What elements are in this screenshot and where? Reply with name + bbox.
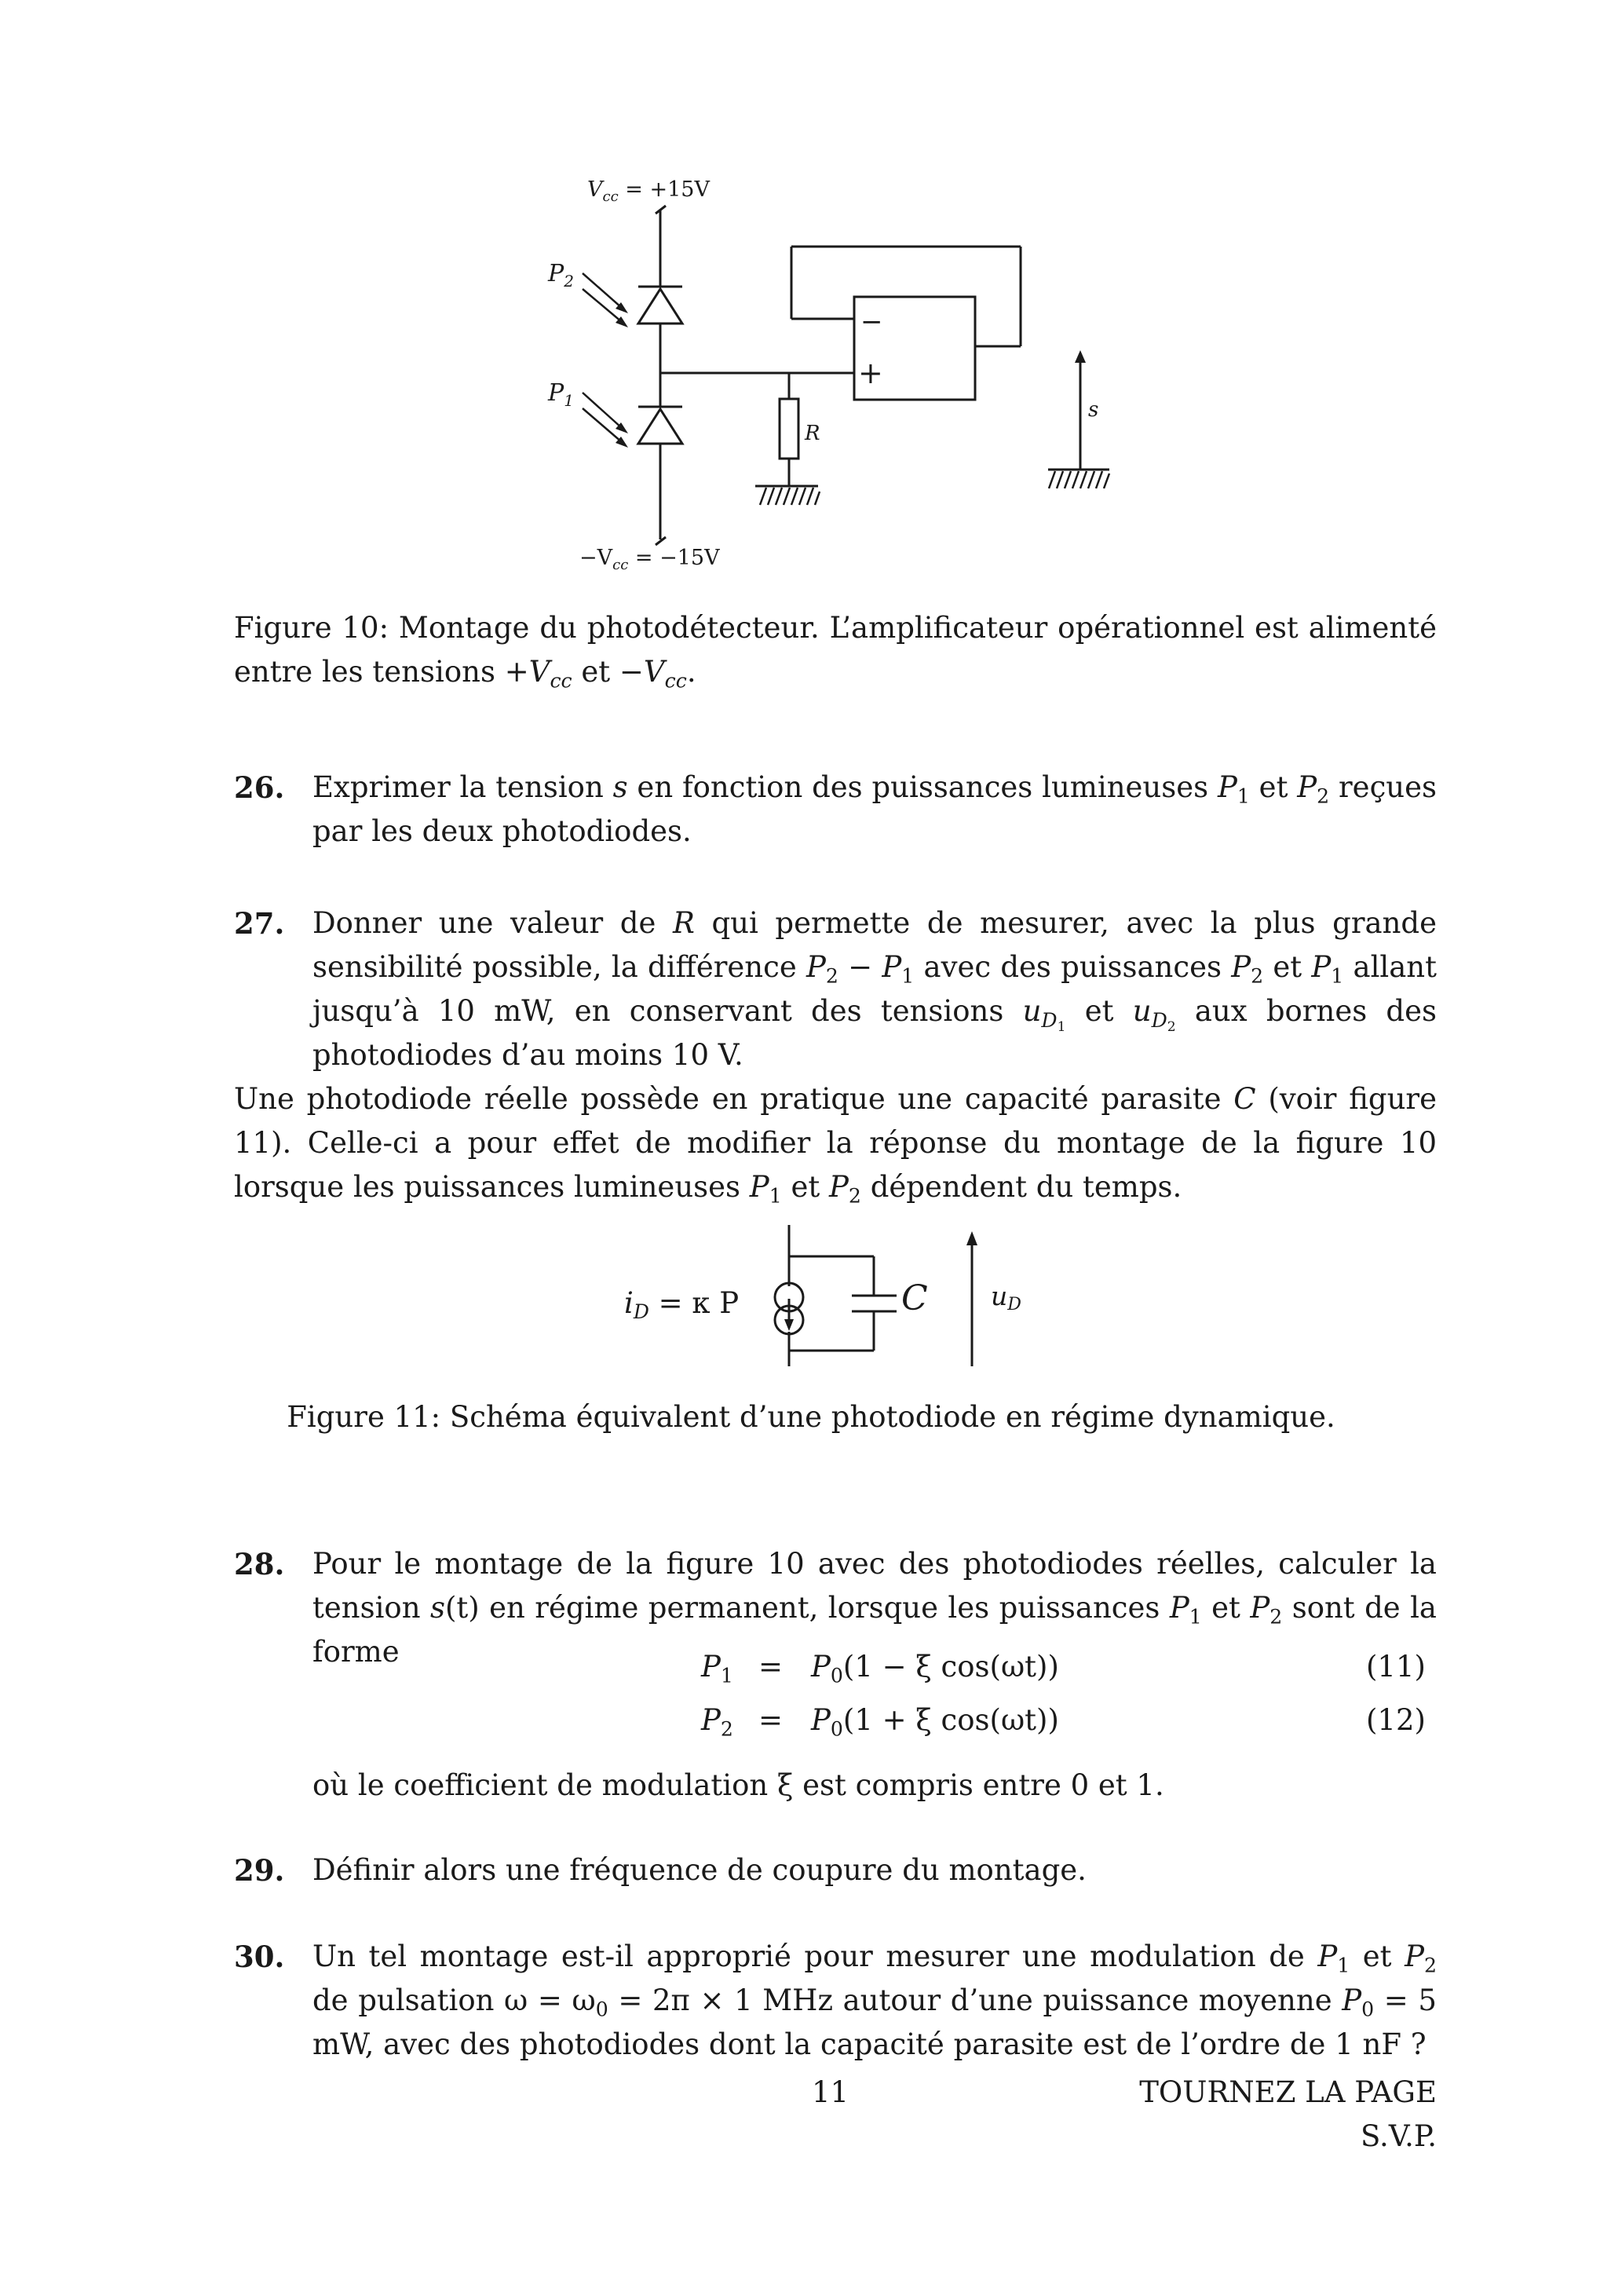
s-label: s (1088, 398, 1099, 422)
question-29-text: Définir alors une fréquence de coupure du montage. (312, 1853, 1087, 1887)
vcc-neg-prefix: −V (579, 546, 613, 570)
r-label: R (805, 422, 820, 445)
question-26-text: Exprimer la tension s en fonction des puissances lumineuses $P_1$ et $P_2$ reçues par les deux photodiodes. (312, 770, 1438, 848)
opamp-plus: + (858, 356, 883, 390)
question-30-number: 30. (234, 1940, 285, 1974)
figure-11-caption: Figure 11: Schéma équivalent d’une photodiode en régime dynamique. (287, 1400, 1335, 1434)
p1-sub: 1 (564, 391, 574, 410)
question-27-number: 27. (234, 906, 285, 941)
id-sub: D (633, 1300, 649, 1323)
vcc-pos-sub: cc (602, 188, 619, 205)
vcc-neg-sub: cc (612, 557, 629, 573)
svg-text:uD (991, 1281, 1021, 1314)
c-label: C (901, 1278, 928, 1318)
question-27-text: Donner une valeur de R qui permette de mesurer, avec la plus grande sensibilité possible, la différence $P_2 - P_1$ avec des puissances $P_2$ et $P_1$ allant jusqu’à 10 mW, en conservant des tensions $u_{D_1}$ et $u_{D_2}$ aux bornes des photodiodes d’au moins 10 V. (312, 906, 1438, 1072)
id-rhs: = κ P (648, 1286, 740, 1320)
vcc-pos-value: = +15V (618, 177, 710, 202)
svg-text:iD = κ P (624, 1286, 739, 1323)
figure-11-circuit (0, 1209, 1622, 1382)
svg-text:P1 (547, 379, 574, 410)
id-var: i (624, 1286, 634, 1320)
paragraph-parasitic-capacitance: Une photodiode réelle possède en pratique une capacité parasite C (voir figure 11). Celle-ci a pour effet de modifier la réponse du montage de la figure 10 lorsque les puissances lumineuses $P_1$ et $P_2$ dépendent du temps. (234, 1082, 1438, 1208)
p2-label: P (548, 260, 564, 287)
figure-10-caption: Figure 10: Montage du photodétecteur. L’amplificateur opérationnel est alimenté entre les tensions $+V_{cc}$ et $-V_{cc}$. (234, 611, 1437, 693)
ud-sub: D (1007, 1295, 1021, 1314)
svg-text:−Vcc = −15V (579, 546, 720, 573)
opamp-minus: − (860, 306, 883, 338)
svg-text:P2 (547, 260, 574, 291)
question-26-number: 26. (234, 770, 285, 805)
vcc-neg-value: = −15V (628, 546, 720, 570)
question-30-text: Un tel montage est-il approprié pour mesurer une modulation de $P_1$ et $P_2$ de pulsation $\omega = \omega_0 = 2\pi \times 1$ MHz autour d’une puissance moyenne $P_0 = 5$ mW, avec des photodiodes dont la capacité parasite est de l’ordre de 1 nF ? (312, 1940, 1437, 2061)
ud-var: u (991, 1281, 1008, 1311)
vcc-pos-var: V (587, 177, 603, 202)
figure-10-circuit (0, 0, 1622, 581)
question-28-text: Pour le montage de la figure 10 avec des photodiodes réelles, calculer la tension s(t) en régime permanent, lorsque les puissances $P_1$ et $P_2$ sont de la forme (312, 1547, 1437, 1669)
page-number: 11 (812, 2075, 849, 2109)
question-29-number: 29. (234, 1853, 285, 1888)
p1-label: P (548, 379, 564, 407)
svg-text:Vcc = +15V (587, 177, 710, 205)
question-28-number: 28. (234, 1547, 285, 1581)
turn-page-notice: TOURNEZ LA PAGE S.V.P. (1139, 2075, 1437, 2153)
p2-sub: 2 (564, 272, 574, 291)
question-28-after: où le coefficient de modulation ξ est compris entre 0 et 1. (312, 1768, 1164, 1802)
